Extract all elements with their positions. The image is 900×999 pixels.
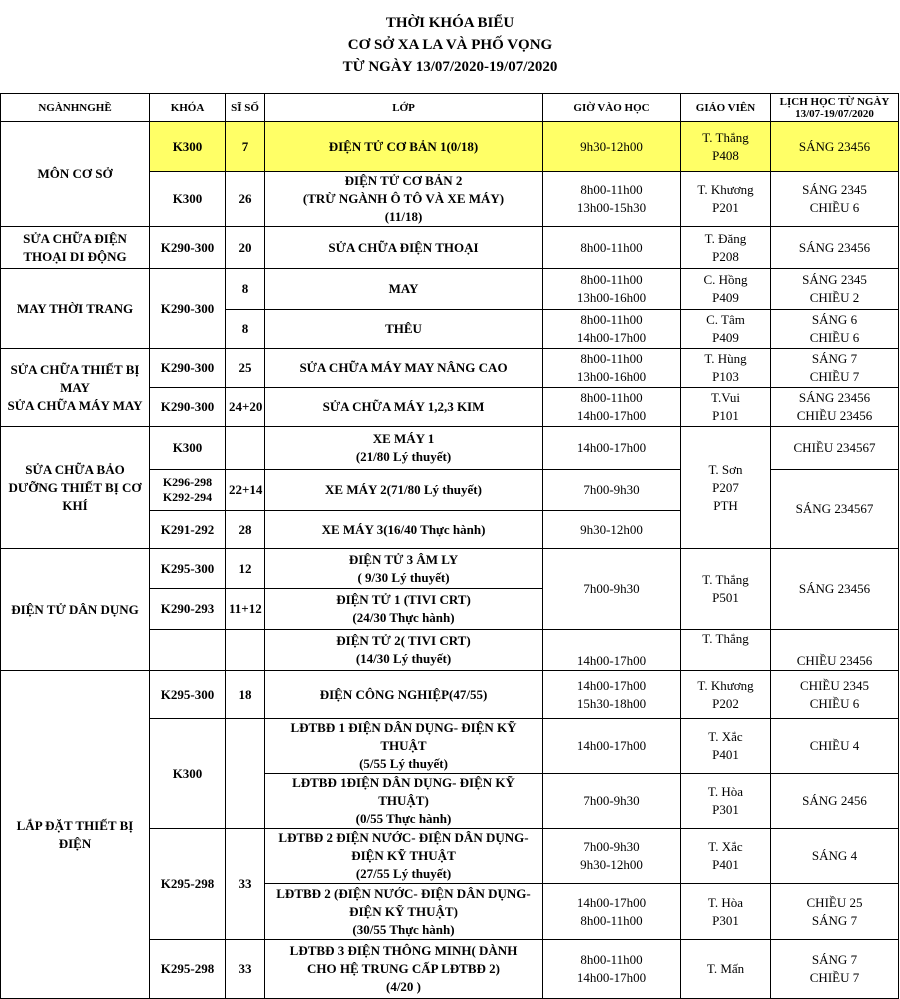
gio-line: 14h00-17h00 <box>576 330 647 345</box>
gv-room: P501 <box>712 590 739 605</box>
gv-room: P101 <box>712 408 739 423</box>
siso-cell: 7 <box>226 122 265 172</box>
table-row <box>1 122 899 172</box>
lich-line: SÁNG 7 <box>811 912 858 928</box>
lich-line: SÁNG 2345 <box>802 272 867 287</box>
gio-line: 14h00-17h00 <box>576 894 647 910</box>
lop-line: LĐTBĐ 1 ĐIỆN DÂN DỤNG- ĐIỆN KỸ <box>290 720 517 735</box>
lich-line: SÁNG 7 <box>811 952 858 967</box>
lop-line: (14/30 Lý thuyết) <box>355 651 452 666</box>
gio-line: 13h00-15h30 <box>576 200 647 215</box>
gio-cell: 14h00-17h00 <box>543 427 681 470</box>
lich-line: SÁNG 6 <box>811 312 858 327</box>
lich-cell: SÁNG 4 <box>771 829 899 884</box>
lop-cell: MAY <box>265 269 543 310</box>
gio-cell <box>543 671 681 719</box>
gio-line: 14h00-17h00 <box>576 677 647 693</box>
gv-name: T. Thắng <box>702 129 749 145</box>
gv-name: T. Đăng <box>704 230 747 246</box>
siso-cell: 25 <box>226 349 265 388</box>
gv-room: P409 <box>712 330 739 345</box>
gio-cell: 7h00-9h30 <box>543 549 681 630</box>
major-mon-co-so: MÔN CƠ SỞ <box>1 122 150 227</box>
siso-cell: 8 <box>226 269 265 310</box>
header-gio: GIỜ VÀO HỌC <box>543 94 681 122</box>
header-siso: SĨ SỐ <box>226 94 265 122</box>
lop-cell <box>265 630 543 671</box>
lop-cell <box>265 589 543 630</box>
gv-room: P301 <box>712 802 739 817</box>
siso-cell: 26 <box>226 172 265 227</box>
lop-line: (30/55 Thực hành) <box>352 921 455 937</box>
khoa-line: K296-298 <box>162 475 213 489</box>
gv-cell <box>681 349 771 388</box>
khoa-cell: K295-300 <box>150 549 226 589</box>
gv-room: P103 <box>712 369 739 384</box>
gv-room: P202 <box>712 695 739 711</box>
lop-cell <box>265 719 543 774</box>
lich-cell <box>771 172 899 227</box>
lich-line: CHIỀU 25 <box>806 894 863 910</box>
title-line-2: CƠ SỞ XA LA VÀ PHỐ VỌNG <box>347 37 553 53</box>
gio-line: 14h00-17h00 <box>576 408 647 423</box>
siso-cell: 11+12 <box>226 589 265 630</box>
gio-cell <box>543 269 681 310</box>
khoa-line: K292-294 <box>162 490 213 504</box>
lich-line: CHIỀU 2345 <box>800 677 869 693</box>
gio-cell: 7h00-9h30 <box>543 774 681 829</box>
gv-name: C. Hồng <box>703 272 748 287</box>
gio-line: 8h00-11h00 <box>580 272 643 287</box>
gv-cell <box>681 427 771 549</box>
siso-cell: 12 <box>226 549 265 589</box>
siso-cell: 22+14 <box>226 470 265 511</box>
lop-line: ( 9/30 Lý thuyết) <box>357 569 450 585</box>
header-row <box>1 94 899 122</box>
khoa-cell: K295-300 <box>150 671 226 719</box>
khoa-cell: K300 <box>150 427 226 470</box>
khoa-cell: K290-300 <box>150 349 226 388</box>
lich-line: SÁNG 23456 <box>798 390 871 405</box>
khoa-cell: K290-300 <box>150 227 226 269</box>
gv-cell <box>681 829 771 884</box>
lop-line: LĐTBĐ 3 ĐIỆN THÔNG MINH( DÀNH <box>289 943 518 958</box>
gio-cell: 9h30-12h00 <box>543 122 681 172</box>
gio-line: 15h30-18h00 <box>576 695 647 711</box>
lop-line: ĐIỆN KỸ THUẬT <box>351 848 456 863</box>
gv-cell <box>681 269 771 310</box>
gv-name: T. Khương <box>697 182 754 197</box>
lop-cell <box>265 774 543 829</box>
lich-cell <box>771 884 899 940</box>
gio-line: 13h00-16h00 <box>576 290 647 305</box>
gio-cell <box>543 388 681 427</box>
title-line-3: TỪ NGÀY 13/07/2020-19/07/2020 <box>342 59 558 75</box>
siso-cell: 28 <box>226 511 265 549</box>
lich-cell: SÁNG 23456 <box>771 549 899 630</box>
lop-line: (24/30 Thực hành) <box>352 610 455 625</box>
gio-cell: 7h00-9h30 <box>543 470 681 511</box>
gio-line: 8h00-11h00 <box>580 952 643 967</box>
gv-cell <box>681 884 771 940</box>
header-nganh: NGÀNHNGHỀ <box>1 94 150 122</box>
table-row <box>1 427 899 470</box>
gv-cell: T. Mấn <box>681 940 771 999</box>
khoa-cell: K290-300 <box>150 269 226 349</box>
gv-cell <box>681 549 771 630</box>
lop-cell: SỬA CHỮA MÁY 1,2,3 KIM <box>265 388 543 427</box>
gio-line: 8h00-11h00 <box>580 390 643 405</box>
gio-cell: 9h30-12h00 <box>543 511 681 549</box>
lich-cell: SÁNG 23456 <box>771 122 899 172</box>
major-dien-tu-dan-dung: ĐIỆN TỬ DÂN DỤNG <box>1 549 150 671</box>
gio-cell <box>543 884 681 940</box>
gv-cell <box>681 388 771 427</box>
gv-name: T. Sơn <box>708 461 743 477</box>
header-gv: GIÁO VIÊN <box>681 94 771 122</box>
gv-room: P201 <box>712 200 739 215</box>
khoa-cell: K300 <box>150 172 226 227</box>
lop-cell <box>265 549 543 589</box>
major-may-thoi-trang: MAY THỜI TRANG <box>1 269 150 349</box>
khoa-cell: K300 <box>150 122 226 172</box>
lop-line: LĐTBĐ 2 ĐIỆN NƯỚC- ĐIỆN DÂN DỤNG- <box>278 830 529 845</box>
lop-line: ĐIỆN KỸ THUẬT) <box>349 903 458 919</box>
lop-cell: SỬA CHỮA ĐIỆN THOẠI <box>265 227 543 269</box>
lich-cell <box>771 388 899 427</box>
gv-cell <box>681 172 771 227</box>
table-row <box>1 549 899 589</box>
gv-name: T. Hùng <box>704 351 747 366</box>
gio-cell <box>543 829 681 884</box>
lich-cell: CHIỀU 23456 <box>771 630 899 671</box>
lop-line: THUẬT <box>380 738 427 753</box>
table-row <box>1 349 899 388</box>
lich-line: CHIỀU 23456 <box>796 408 873 423</box>
gv-name: T. Hòa <box>707 784 744 799</box>
lop-cell <box>265 172 543 227</box>
gio-cell <box>543 310 681 349</box>
gv-room: P207 <box>712 479 739 495</box>
gio-line: 7h00-9h30 <box>583 839 640 854</box>
lich-line: CHIỀU 7 <box>809 369 860 384</box>
gio-cell <box>543 349 681 388</box>
lop-line: ĐIỆN TỬ CƠ BẢN 2 <box>344 173 463 188</box>
lich-cell <box>771 269 899 310</box>
gv-name: T. Khương <box>697 677 754 693</box>
lop-line: (4/20 ) <box>385 979 422 994</box>
khoa-cell: K291-292 <box>150 511 226 549</box>
gv-room: P401 <box>712 747 739 762</box>
siso-cell: 24+20 <box>226 388 265 427</box>
siso-cell: 33 <box>226 829 265 940</box>
header-khoa: KHÓA <box>150 94 226 122</box>
khoa-cell <box>150 470 226 511</box>
gv-room: PTH <box>713 497 738 513</box>
siso-cell: 20 <box>226 227 265 269</box>
gv-name: T. Xắc <box>708 839 743 854</box>
gv-cell <box>681 719 771 774</box>
lich-cell: SÁNG 23456 <box>771 227 899 269</box>
lich-cell <box>771 671 899 719</box>
gio-cell: 14h00-17h00 <box>543 719 681 774</box>
siso-cell <box>226 630 265 671</box>
major-lap-dat: LẮP ĐẶT THIẾT BỊ ĐIỆN <box>1 671 150 999</box>
lop-line: ĐIỆN TỬ 1 (TIVI CRT) <box>336 592 471 607</box>
gio-line: 8h00-11h00 <box>580 912 643 928</box>
lop-line: ĐIỆN TỬ 3 ÂM LY <box>348 551 459 567</box>
gv-cell <box>681 774 771 829</box>
gv-cell <box>681 122 771 172</box>
lich-line: CHIỀU 6 <box>809 330 860 345</box>
lich-cell: CHIỀU 4 <box>771 719 899 774</box>
gio-line: 8h00-11h00 <box>580 312 643 327</box>
siso-cell: 18 <box>226 671 265 719</box>
title-line-1: THỜI KHÓA BIỂU <box>385 15 515 31</box>
gv-name: T.Vui <box>711 390 740 405</box>
lop-line: (11/18) <box>384 209 423 224</box>
lop-line: CHO HỆ TRUNG CẤP LĐTBĐ 2) <box>307 961 500 976</box>
lich-cell: CHIỀU 234567 <box>771 427 899 470</box>
lop-cell: XE MÁY 3(16/40 Thực hành) <box>265 511 543 549</box>
lop-line: LĐTBĐ 1ĐIỆN DÂN DỤNG- ĐIỆN KỸ <box>292 775 515 790</box>
gv-room: P409 <box>712 290 739 305</box>
header-lop: LỚP <box>265 94 543 122</box>
lop-line: THUẬT) <box>378 793 429 808</box>
table-row <box>1 227 899 269</box>
gio-line: 9h30-12h00 <box>580 857 643 872</box>
khoa-cell: K290-300 <box>150 388 226 427</box>
lop-line: (27/55 Lý thuyết) <box>355 866 452 881</box>
major-line: SỬA CHỮA THIẾT BỊ MAY <box>10 361 140 395</box>
lop-line: XE MÁY 1 <box>372 431 435 446</box>
lop-line: (21/80 Lý thuyết) <box>355 449 452 464</box>
khoa-cell: K295-298 <box>150 940 226 999</box>
siso-cell: 33 <box>226 940 265 999</box>
siso-cell <box>226 427 265 470</box>
gv-cell <box>681 671 771 719</box>
khoa-cell: K290-293 <box>150 589 226 630</box>
lop-cell: XE MÁY 2(71/80 Lý thuyết) <box>265 470 543 511</box>
lop-cell: ĐIỆN TỬ CƠ BẢN 1(0/18) <box>265 122 543 172</box>
schedule-table <box>0 93 899 999</box>
khoa-cell: K300 <box>150 719 226 829</box>
header-lich <box>771 94 899 122</box>
table-row <box>1 269 899 310</box>
lop-cell: SỬA CHỮA MÁY MAY NÂNG CAO <box>265 349 543 388</box>
major-sua-chua-may-may <box>1 349 150 427</box>
gv-room: P408 <box>712 147 739 163</box>
gv-cell <box>681 227 771 269</box>
lop-cell <box>265 427 543 470</box>
lop-line: (TRỪ NGÀNH Ô TÔ VÀ XE MÁY) <box>302 191 505 206</box>
header-lich-1: LỊCH HỌC TỪ NGÀY <box>779 95 890 108</box>
khoa-cell <box>150 630 226 671</box>
lich-line: CHIỀU 6 <box>809 695 860 711</box>
table-row <box>1 671 899 719</box>
gio-line: 14h00-17h00 <box>576 970 647 985</box>
gv-cell <box>681 310 771 349</box>
lich-line: CHIỀU 6 <box>809 200 860 215</box>
lich-line: CHIỀU 2 <box>809 290 860 305</box>
lich-line: SÁNG 7 <box>811 351 858 366</box>
gv-room: P401 <box>712 857 739 872</box>
major-sua-chua-dien-thoai: SỬA CHỮA ĐIỆN THOẠI DI ĐỘNG <box>1 227 150 269</box>
lop-cell <box>265 884 543 940</box>
lich-cell <box>771 349 899 388</box>
khoa-cell: K295-298 <box>150 829 226 940</box>
gv-name: T. Hòa <box>707 894 744 910</box>
gio-cell: 8h00-11h00 <box>543 227 681 269</box>
gio-cell <box>543 172 681 227</box>
gio-line: 13h00-16h00 <box>576 369 647 384</box>
siso-cell: 8 <box>226 310 265 349</box>
lop-line: LĐTBĐ 2 (ĐIỆN NƯỚC- ĐIỆN DÂN DỤNG- <box>276 885 531 901</box>
lop-line: (5/55 Lý thuyết) <box>359 756 448 771</box>
header-lich-2: 13/07-19/07/2020 <box>795 107 874 120</box>
gv-name: T. Thắng <box>702 572 749 587</box>
gv-cell: T. Thắng <box>681 630 771 671</box>
gv-name: C. Tâm <box>706 312 745 327</box>
gio-cell <box>543 940 681 999</box>
lich-cell: SÁNG 2456 <box>771 774 899 829</box>
gio-cell: 14h00-17h00 <box>543 630 681 671</box>
gv-room: P301 <box>712 912 739 928</box>
lich-cell: SÁNG 234567 <box>771 470 899 549</box>
lop-cell: ĐIỆN CÔNG NGHIỆP(47/55) <box>265 671 543 719</box>
lich-line: CHIỀU 7 <box>809 970 860 985</box>
lop-line: ĐIỆN TỬ 2( TIVI CRT) <box>336 633 471 648</box>
major-co-khi: SỬA CHỮA BẢO DƯỠNG THIẾT BỊ CƠ KHÍ <box>1 427 150 549</box>
gv-name: T. Xắc <box>708 729 743 744</box>
gv-room: P208 <box>712 248 739 264</box>
lich-line: SÁNG 2345 <box>802 182 867 197</box>
lich-cell <box>771 940 899 999</box>
gio-line: 8h00-11h00 <box>580 351 643 366</box>
lop-cell <box>265 940 543 999</box>
gio-line: 8h00-11h00 <box>580 182 643 197</box>
lop-line: (0/55 Thực hành) <box>355 811 452 826</box>
lop-cell: THÊU <box>265 310 543 349</box>
siso-cell <box>226 719 265 829</box>
lop-cell <box>265 829 543 884</box>
lich-cell <box>771 310 899 349</box>
major-line: SỬA CHỮA MÁY MAY <box>7 397 143 413</box>
